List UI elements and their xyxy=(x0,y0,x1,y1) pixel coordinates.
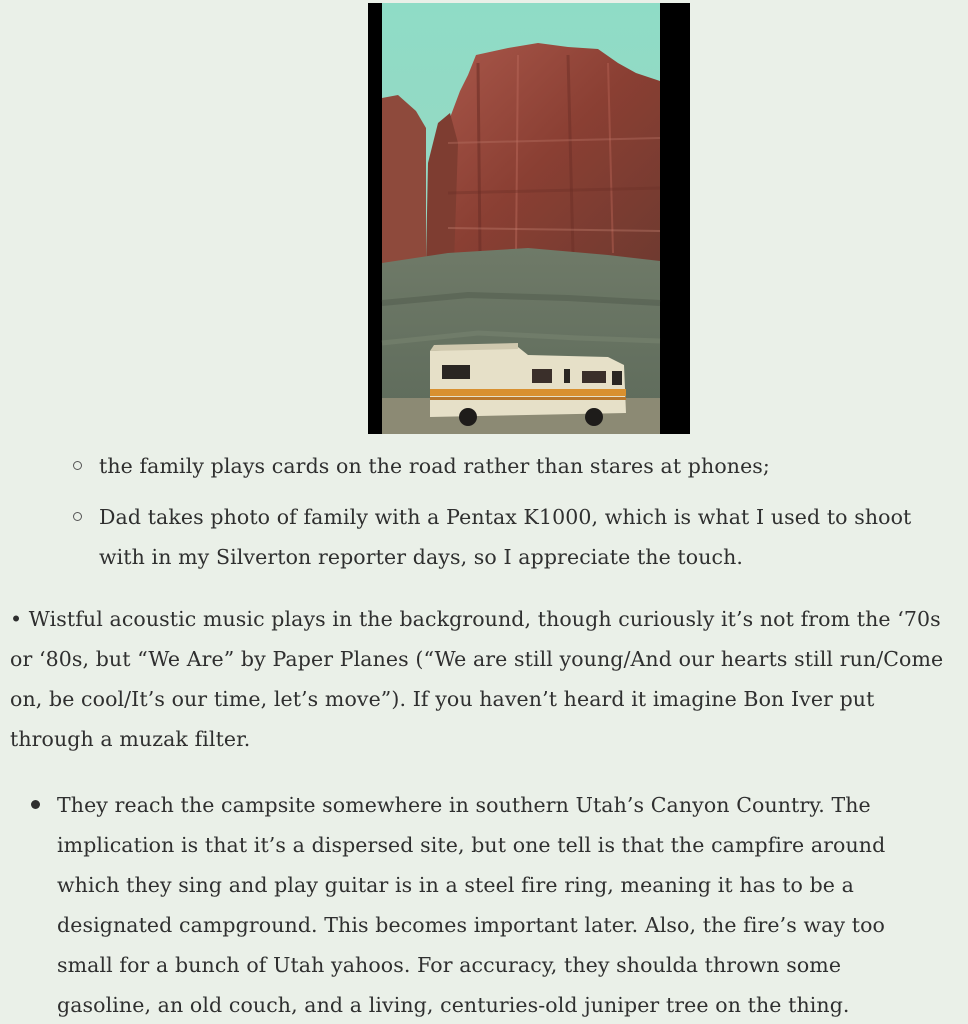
hollow-bullet-icon xyxy=(73,461,82,470)
music-paragraph: • Wistful acoustic music plays in the background, though curiously it’s not from the ‘70s or ‘80s, but “We Are” by Paper Planes (“We are still young/And our hearts still run/Come on, be cool/It’s our time, let’s move”). If you haven’t heard it imagine Bon Iver put through a muzak filter. xyxy=(10,607,944,751)
canyon-rv-illustration xyxy=(368,3,690,434)
list-item-text: They reach the campsite somewhere in southern Utah’s Canyon Country. The implication is that it’s a dispersed site, but one tell is that the campfire around which they sing and play guitar is in a steel fire ring, meaning it has to be a designated campground. This becomes important later. Also, the fire’s way too small for a bunch of Utah yahoos. For accuracy, they shoulda thrown some gasoline, an old couch, and a living, centuries-old juniper tree on the thing. xyxy=(57,793,886,1017)
nested-bullet-list xyxy=(0,446,968,577)
list-item-text: the family plays cards on the road rather than stares at phones; xyxy=(99,454,770,478)
list-item xyxy=(0,497,968,577)
list-item xyxy=(0,446,968,486)
bullet-list xyxy=(0,785,968,1024)
hollow-bullet-icon xyxy=(73,512,82,521)
list-item-text: Dad takes photo of family with a Pentax K1000, which is what I used to shoot with in my Silverton reporter days, so I appreciate the touch. xyxy=(99,505,912,569)
video-still-rv-canyon xyxy=(368,3,690,434)
list-item xyxy=(0,785,968,1024)
filled-bullet-icon xyxy=(31,800,40,809)
